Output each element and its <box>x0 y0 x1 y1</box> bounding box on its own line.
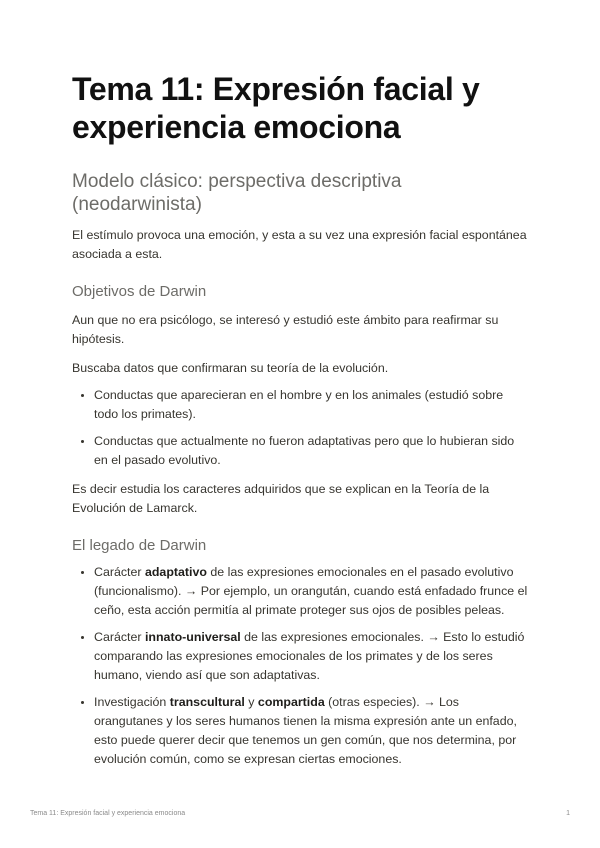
subheading-objetivos-darwin: Objetivos de Darwin <box>72 283 207 300</box>
bullet-list-conductas <box>72 386 528 470</box>
document-page <box>72 70 528 777</box>
list-item: • Carácter innato-universal de las expresiones emocionales. → Esto lo estudió comparando las expresiones emocionales de los primates y de los seres humano, viendo así que son adaptativas. <box>94 628 528 685</box>
paragraph-lamarck: Es decir estudia los caracteres adquiridos que se explican en la Teoría de la Evolución de Lamarck. <box>72 482 490 515</box>
page-footer <box>30 810 570 817</box>
page-title: Tema 11: Expresión facial y experiencia emociona <box>72 71 480 145</box>
paragraph-buscaba-datos: Buscaba datos que confirmaran su teoría de la evolución. <box>72 361 389 375</box>
list-item: • Investigación transcultural y compartida (otras especies). → Los orangutanes y los seres humanos tienen la misma expresión ante un enfado, esto puede querer decir que tenemos un gen común, que nos determina, por evolución común, como se expresan ciertas emociones. <box>94 693 528 769</box>
bullet-list-legado <box>72 563 528 769</box>
subheading-legado-darwin: El legado de Darwin <box>72 537 207 554</box>
footer-title: Tema 11: Expresión facial y experiencia emociona <box>30 810 186 817</box>
list-item: • Carácter adaptativo de las expresiones emocionales en el pasado evolutivo (funcionalismo). → Por ejemplo, un orangután, cuando está enfadado frunce el ceño, esta acción permitía al primate proteger sus ojos de posibles peleas. <box>94 563 528 620</box>
paragraph-estimulo: El estímulo provoca una emoción, y esta a su vez una expresión facial espontánea asociada a esta. <box>72 228 527 261</box>
section-heading-modelo-clasico: Modelo clásico: perspectiva descriptiva (neodarwinista) <box>72 171 402 215</box>
paragraph-psicologo: Aun que no era psicólogo, se interesó y estudió este ámbito para reafirmar su hipótesis. <box>72 313 499 346</box>
list-item: • Conductas que aparecieran en el hombre y en los animales (estudió sobre todo los primates). <box>94 386 528 424</box>
list-item: • Conductas que actualmente no fueron adaptativas pero que lo hubieran sido en el pasado evolutivo. <box>94 432 528 470</box>
page-number: 1 <box>566 810 570 817</box>
